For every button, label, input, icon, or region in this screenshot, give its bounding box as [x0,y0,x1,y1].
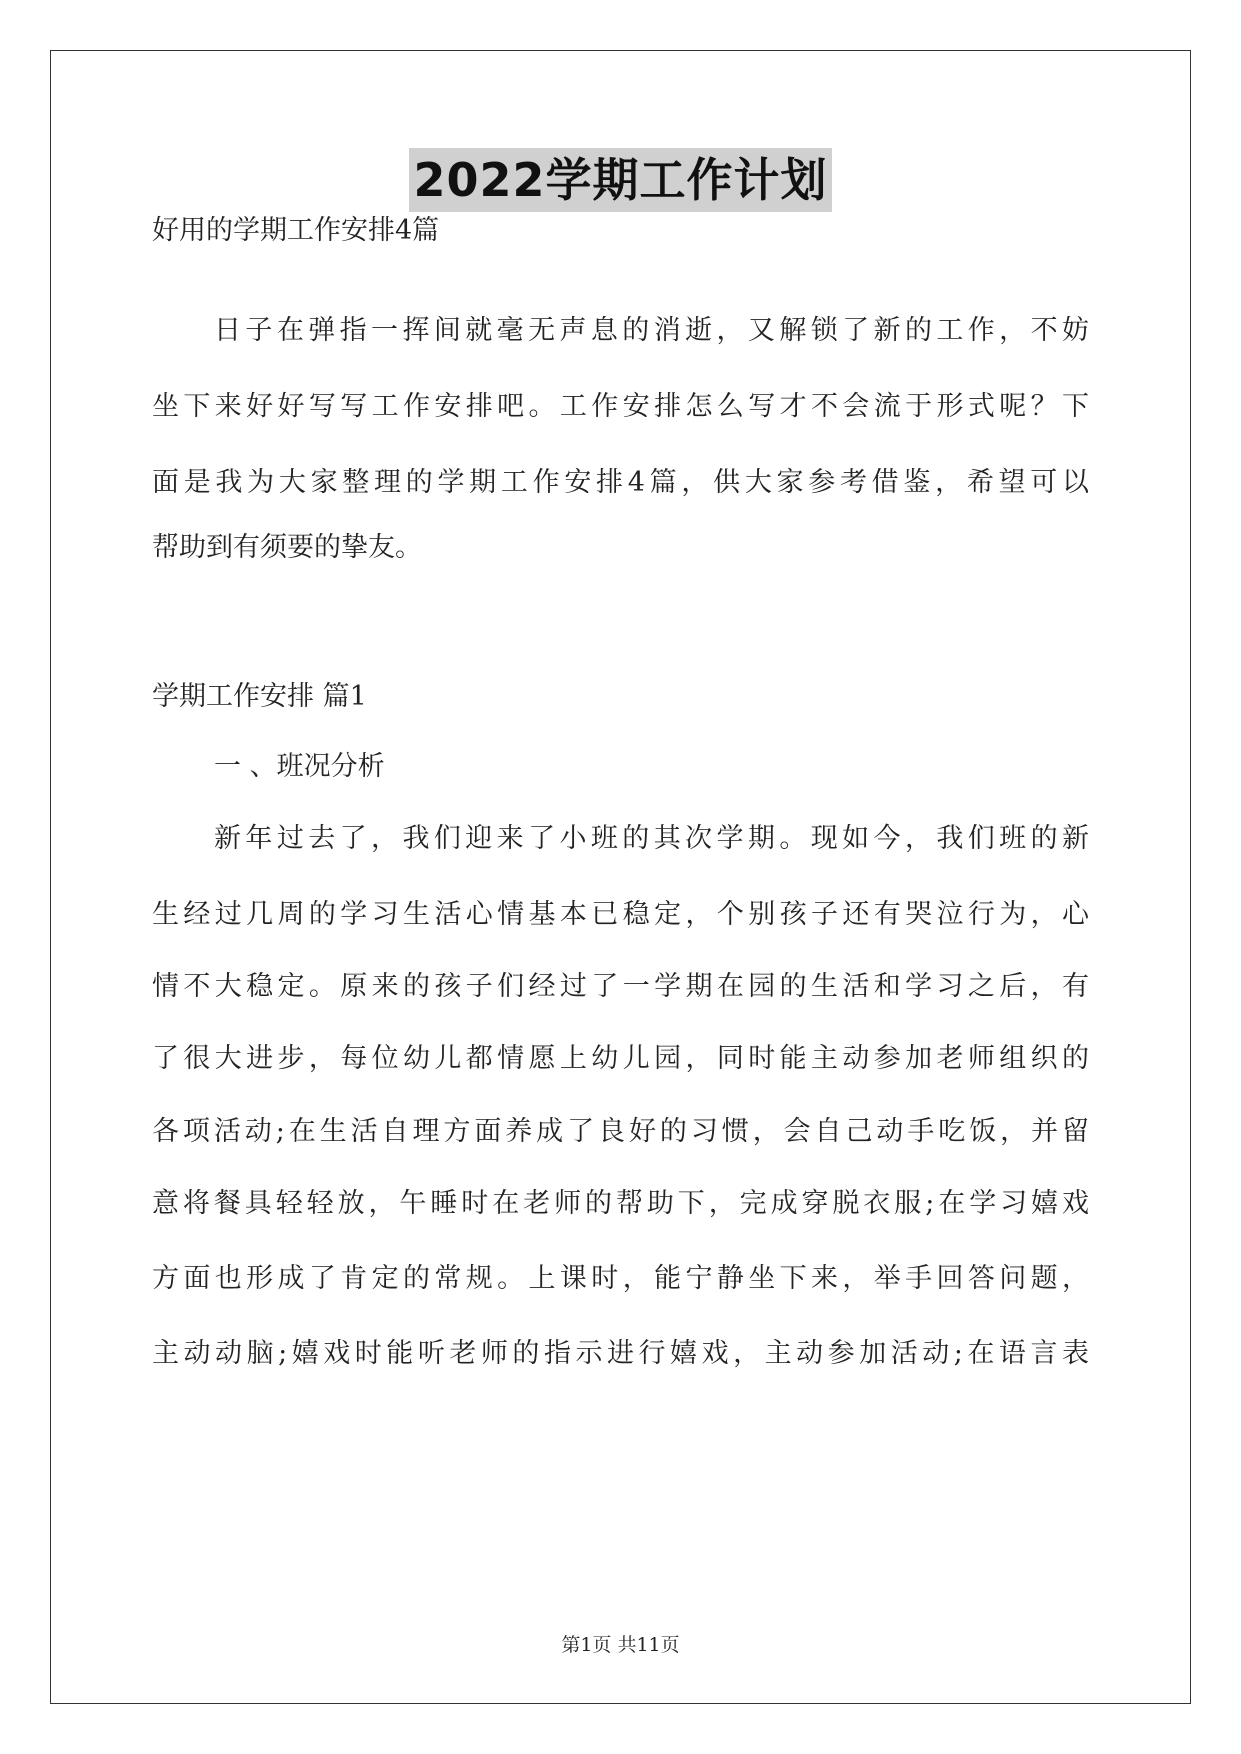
body-line: 各项活动;在生活自理方面养成了良好的习惯，会自己动手吃饭，并留 [152,1116,1089,1147]
intro-line: 面是我为大家整理的学期工作安排4篇，供大家参考借鉴，希望可以 [152,467,1089,498]
section-heading: 学期工作安排 篇1 [152,681,367,712]
intro-line: 帮助到有须要的挚友。 [152,532,422,563]
body-line: 主动动脑;嬉戏时能听老师的指示进行嬉戏，主动参加活动;在语言表 [152,1338,1089,1369]
body-line: 新年过去了，我们迎来了小班的其次学期。现如今，我们班的新 [214,823,1089,854]
body-line: 情不大稳定。原来的孩子们经过了一学期在园的生活和学习之后，有 [152,971,1089,1002]
page-border [50,50,1191,1704]
intro-line: 坐下来好好写写工作安排吧。工作安排怎么写才不会流于形式呢？下 [152,391,1089,422]
body-line: 生经过几周的学习生活心情基本已稳定，个别孩子还有哭泣行为，心 [152,899,1089,930]
body-line: 了很大进步，每位幼儿都情愿上幼儿园，同时能主动参加老师组织的 [152,1043,1089,1074]
section-subheading: 一 、班况分析 [214,751,385,782]
body-line: 意将餐具轻轻放，午睡时在老师的帮助下，完成穿脱衣服;在学习嬉戏 [152,1188,1089,1219]
document-subtitle: 好用的学期工作安排4篇 [152,215,440,246]
body-line: 方面也形成了肯定的常规。上课时，能宁静坐下来，举手回答问题， [152,1263,1089,1294]
page-footer: 第1页 共11页 [561,1634,680,1656]
document-title: 2022学期工作计划 [409,148,831,212]
title-container [0,148,1241,212]
intro-line: 日子在弹指一挥间就毫无声息的消逝，又解锁了新的工作，不妨 [214,315,1089,346]
